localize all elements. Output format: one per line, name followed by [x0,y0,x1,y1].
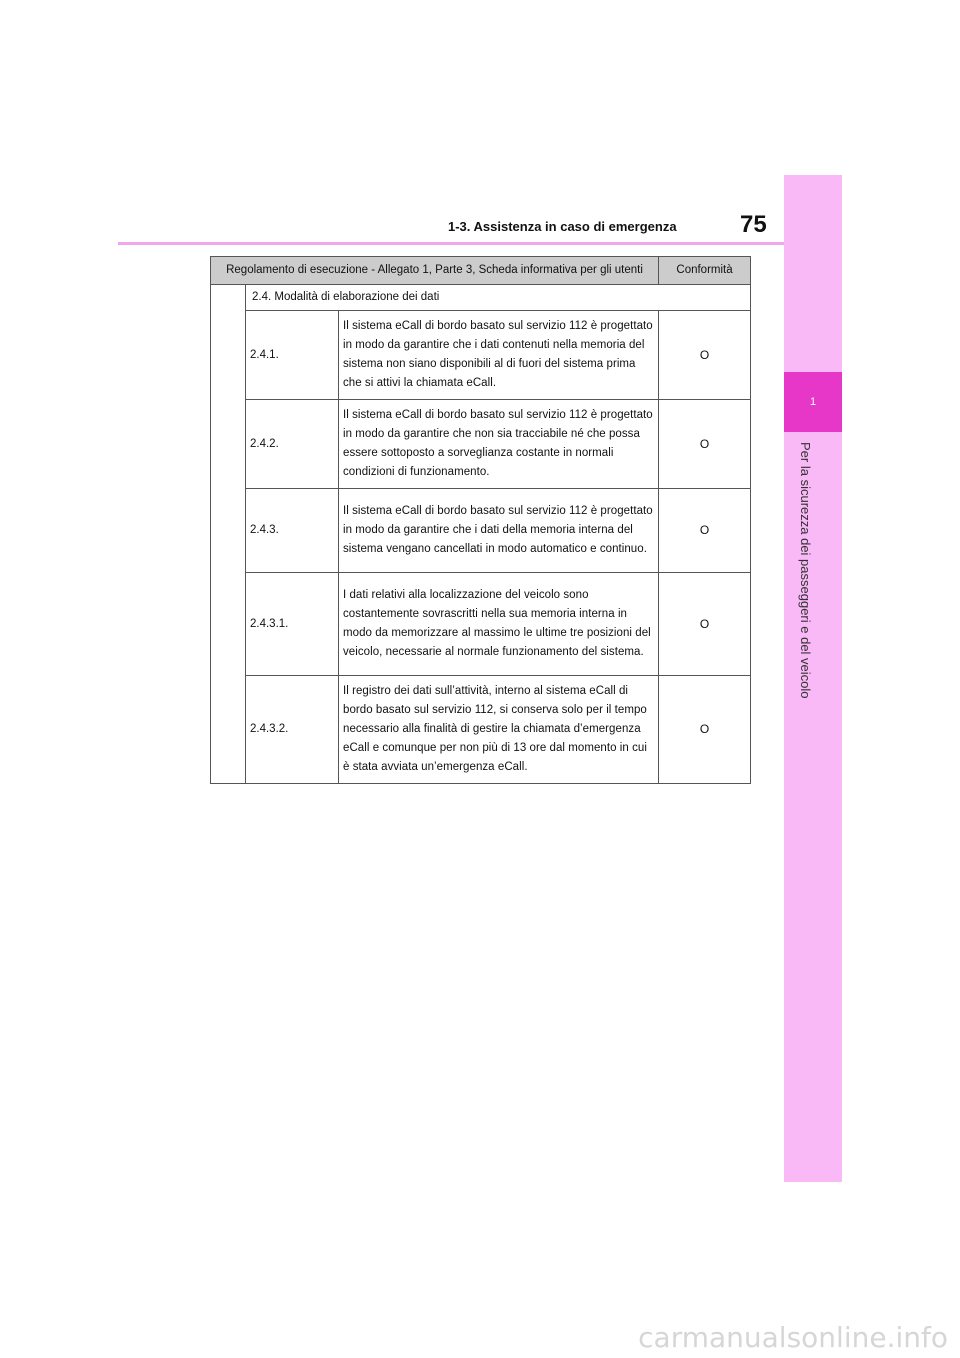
page-number: 75 [740,211,767,238]
chapter-side-tab [784,175,842,1182]
chapter-number-badge: 1 [784,372,842,432]
header-divider [118,242,784,245]
row-conformity: O [659,311,751,400]
subheading-row [211,285,751,311]
chapter-title: Per la sicurezza dei passeggeri e del veicolo [798,442,813,699]
row-conformity: O [659,400,751,489]
row-number: 2.4.3. [246,489,339,573]
row-number: 2.4.2. [246,400,339,489]
row-number: 2.4.3.1. [246,573,339,676]
row-conformity: O [659,489,751,573]
table-row [211,311,751,400]
header-regulation: Regolamento di esecuzione - Allegato 1, Parte 3, Scheda informativa per gli utenti [211,257,659,285]
indent-column [211,285,246,784]
user-information-table [210,256,751,784]
watermark: carmanualsonline.info [638,1321,948,1354]
table-header-row [211,257,751,285]
table-row [211,400,751,489]
row-description: I dati relativi alla localizzazione del veicolo sono costantemente sovrascritti nella sua memoria interna in modo da memorizzare al massimo le ultime tre posizioni del veicolo, necessarie al normale funzionamento del sistema. [339,573,659,676]
row-description: Il sistema eCall di bordo basato sul servizio 112 è progettato in modo da garantire che i dati contenuti nella memoria del sistema non siano disponibili al di fuori del sistema prima che si attivi la chiamata eCall. [339,311,659,400]
row-description: Il sistema eCall di bordo basato sul servizio 112 è progettato in modo da garantire che i dati della memoria interna del sistema vengano cancellati in modo automatico e continuo. [339,489,659,573]
table-row [211,489,751,573]
subheading-cell: 2.4. Modalità di elaborazione dei dati [246,285,751,311]
section-title: 1-3. Assistenza in caso di emergenza [448,219,677,234]
table-row [211,676,751,784]
table-row [211,573,751,676]
row-number: 2.4.1. [246,311,339,400]
row-description: Il sistema eCall di bordo basato sul servizio 112 è progettato in modo da garantire che non sia tracciabile né che possa essere sottoposto a sorveglianza costante in normali condizioni di funzionamento. [339,400,659,489]
row-description: Il registro dei dati sull’attività, interno al sistema eCall di bordo basato sul servizio 112, si conserva solo per il tempo necessario alla finalità di gestire la chiamata d’emergenza eCall e comunque per non più di 13 ore dal momento in cui è stata avviata un’emergenza eCall. [339,676,659,784]
header-conformity: Conformità [659,257,751,285]
row-number: 2.4.3.2. [246,676,339,784]
row-conformity: O [659,573,751,676]
row-conformity: O [659,676,751,784]
